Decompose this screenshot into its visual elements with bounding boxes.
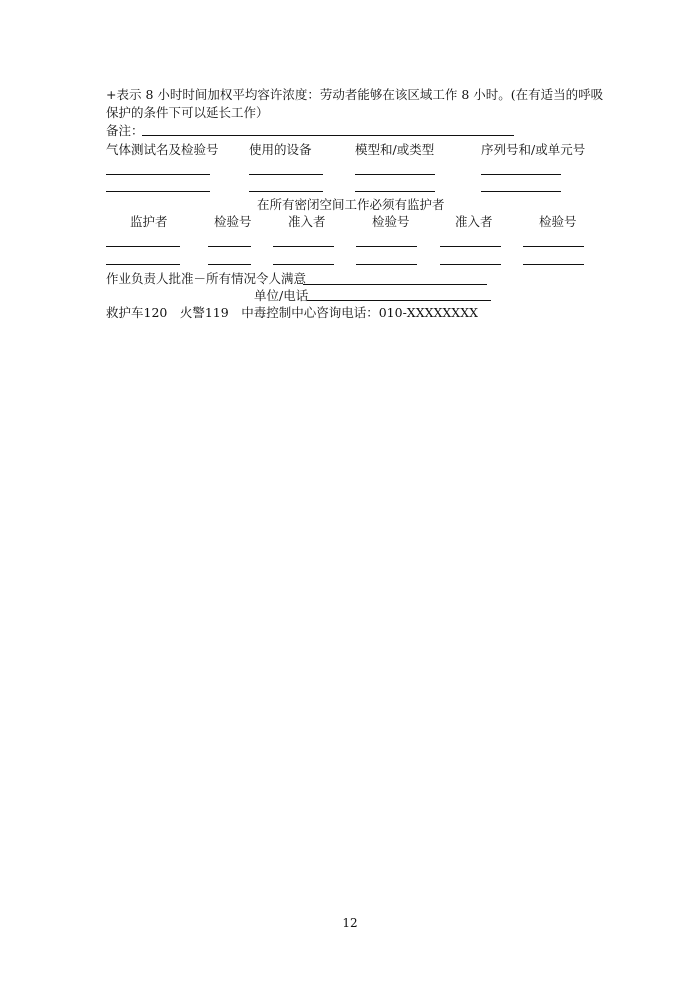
entrant-blank[interactable] [440, 264, 501, 265]
monitor-blank[interactable] [106, 246, 180, 247]
check-number-header: 检验号 [372, 214, 410, 229]
entrant-header: 准入者 [288, 214, 326, 229]
approval-label: 作业负责人批准－所有情况令人满意 [106, 271, 307, 286]
check-number-blank[interactable] [356, 246, 417, 247]
serial-blank[interactable] [481, 174, 561, 175]
equipment-blank[interactable] [249, 191, 323, 192]
note-line-2: 保护的条件下可以延长工作） [106, 105, 269, 120]
emergency-contacts: 救护车120 火警119 中毒控制中心咨询电话：010-XXXXXXXX [106, 305, 478, 320]
unit-phone-blank[interactable] [307, 300, 491, 301]
entrant-blank[interactable] [440, 246, 501, 247]
note-line-1: +表示 8 小时时间加权平均容许浓度：劳动者能够在该区域工作 8 小时。(在有适当的呼吸 [106, 87, 604, 102]
remarks-label: 备注： [106, 123, 144, 138]
check-number-blank[interactable] [523, 264, 584, 265]
gas-test-header: 气体测试名及检验号 [106, 142, 219, 157]
unit-phone-label: 单位/电话 [254, 288, 309, 303]
entrant-blank[interactable] [273, 264, 334, 265]
approval-blank[interactable] [303, 284, 487, 285]
monitor-blank[interactable] [106, 264, 180, 265]
equipment-blank[interactable] [249, 174, 323, 175]
check-number-blank[interactable] [523, 246, 584, 247]
check-number-header: 检验号 [214, 214, 252, 229]
equipment-header: 使用的设备 [249, 142, 312, 157]
check-number-header: 检验号 [539, 214, 577, 229]
gas-test-blank[interactable] [106, 174, 210, 175]
check-number-blank[interactable] [208, 264, 251, 265]
entrant-header: 准入者 [455, 214, 493, 229]
serial-blank[interactable] [481, 191, 561, 192]
page-number: 12 [342, 916, 358, 930]
entrant-blank[interactable] [273, 246, 334, 247]
remarks-blank[interactable] [142, 135, 514, 136]
model-blank[interactable] [355, 174, 435, 175]
model-blank[interactable] [355, 191, 435, 192]
gas-test-blank[interactable] [106, 191, 210, 192]
monitor-title: 在所有密闭空间工作必须有监护者 [257, 197, 445, 212]
check-number-blank[interactable] [208, 246, 251, 247]
check-number-blank[interactable] [356, 264, 417, 265]
model-header: 模型和/或类型 [355, 142, 435, 157]
serial-header: 序列号和/或单元号 [481, 142, 586, 157]
monitor-header: 监护者 [130, 214, 168, 229]
